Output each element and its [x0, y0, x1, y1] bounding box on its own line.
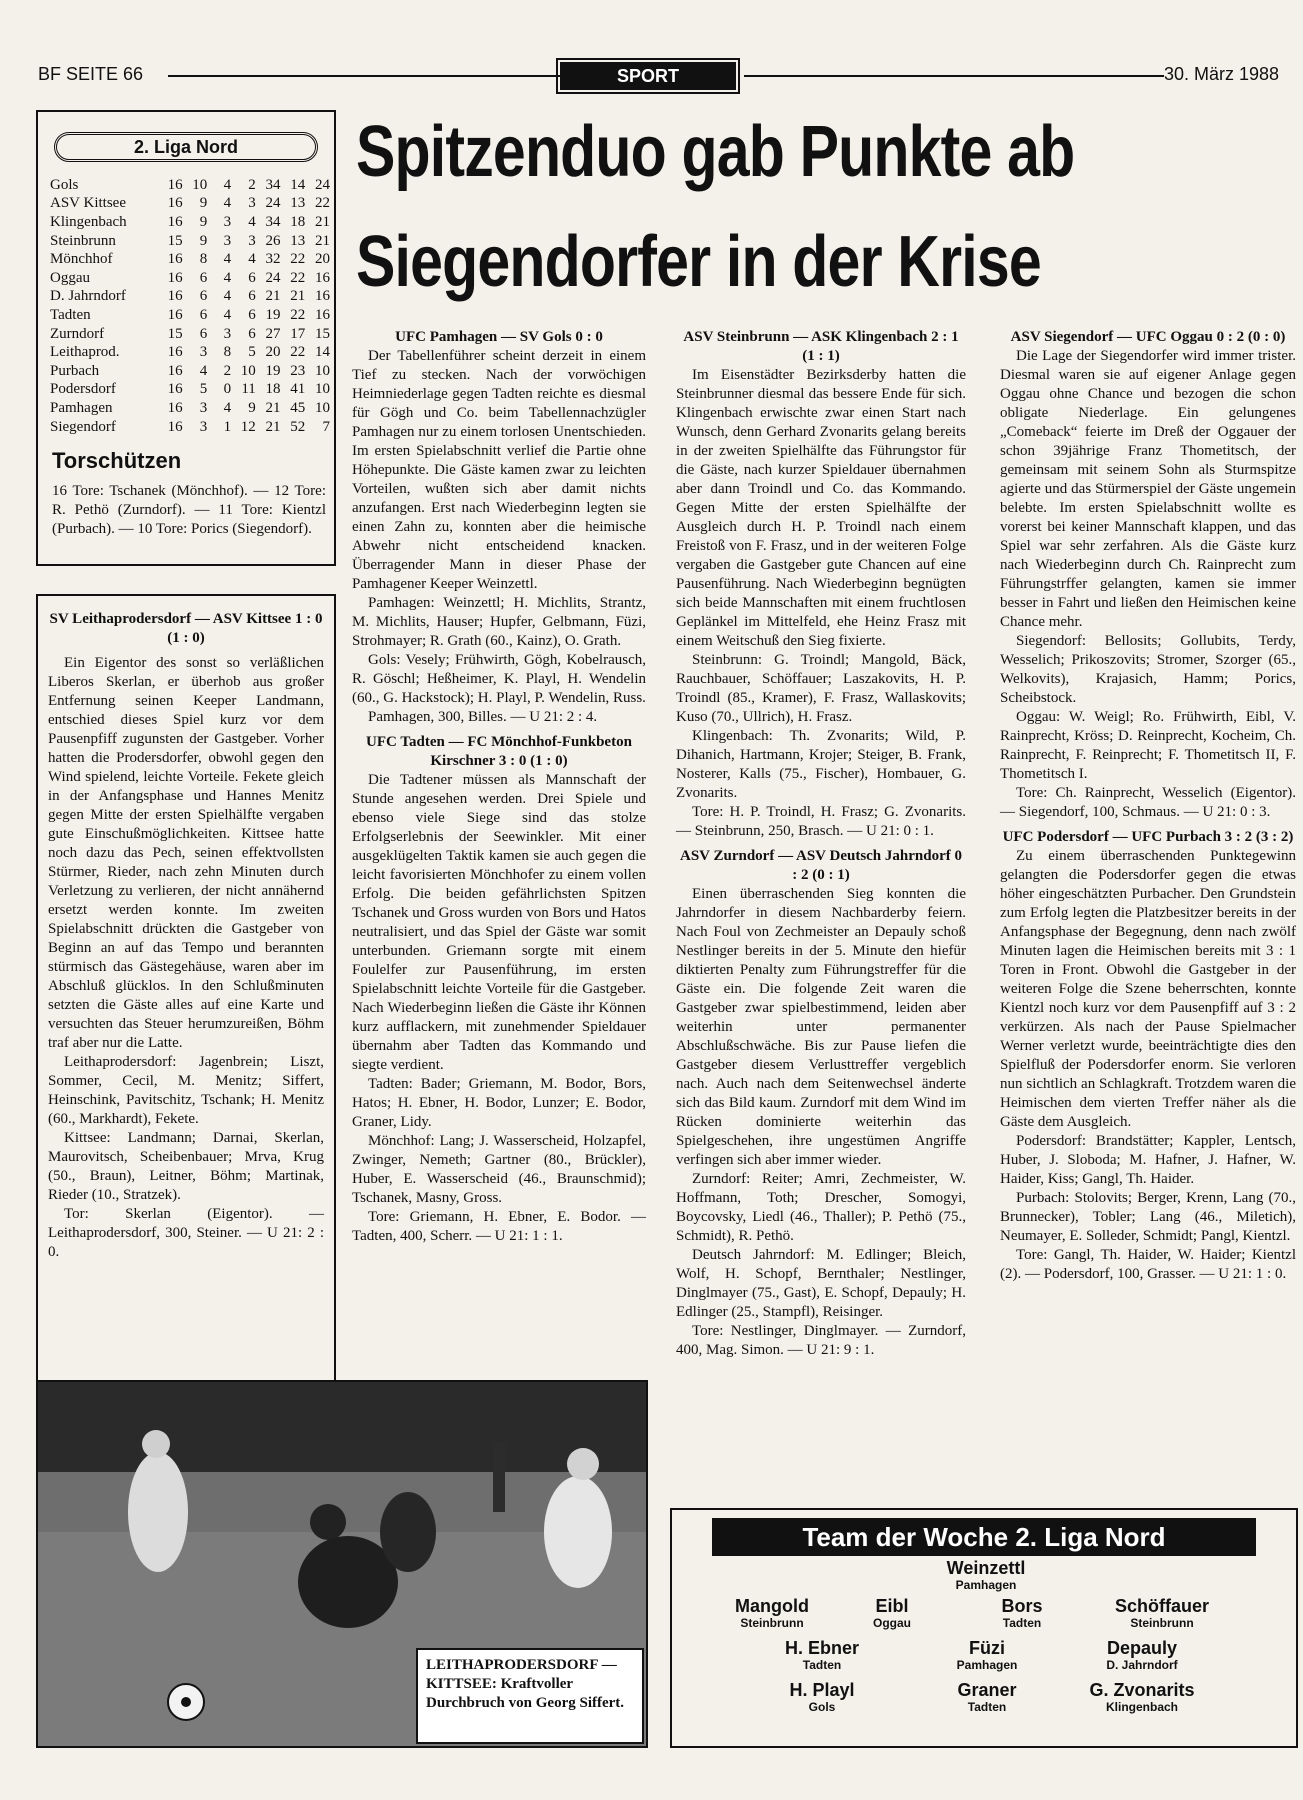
article-title: ASV Siegendorf — UFC Oggau 0 : 2 (0 : 0): [1010, 329, 1286, 345]
standings-cell: 10: [192, 176, 208, 193]
standings-cell: 17: [290, 325, 306, 342]
standings-row: [50, 418, 330, 437]
standings-cell: 6: [248, 269, 256, 286]
header-rule-right: [744, 75, 1164, 77]
standings-cell: 7: [322, 418, 330, 435]
standings-cell: 4: [248, 213, 256, 230]
lineup-away: Klingenbach: Th. Zvonarits; Wild, P. Dihanich, Hartmann, Krojer; Steiger, B. Frank, Nosterer, Kalls (75., Fischer), Hombauer, G. Zvonarits.: [676, 728, 966, 801]
article-title: SV Leithaprodersdorf — ASV Kittsee 1 : 0 (1 : 0): [49, 611, 323, 646]
standings-cell: 6: [199, 269, 208, 286]
lineup-home: Siegendorf: Bellosits; Gollubits, Terdy, Wesselich; Prikoszovits; Stromer, Szorger (65., Welkovits), Krajasich, Hamm; Porics, Scheibstock.: [1000, 633, 1296, 706]
team-player: [897, 1638, 1077, 1672]
standings-cell: 6: [248, 288, 256, 305]
standings-row: [50, 325, 330, 344]
player-club: Pamhagen: [955, 1578, 1017, 1592]
standings-cell: 14: [290, 176, 306, 193]
standings-cell: 12: [240, 418, 256, 435]
standings-cell: 4: [223, 288, 232, 305]
standings-cell: 16: [315, 306, 330, 323]
standings-cell: 21: [265, 399, 281, 416]
standings-cell: 2: [223, 362, 232, 379]
player-name: Bors: [1001, 1596, 1043, 1616]
photo-caption: LEITHAPRODERSDORF — KITTSEE: Kraftvoller Durchbruch von Georg Siffert.: [416, 1648, 644, 1744]
standings-cell: 4: [223, 306, 232, 323]
team-of-the-week-title: Team der Woche 2. Liga Nord: [712, 1518, 1256, 1556]
standings-cell: 3: [223, 232, 232, 249]
standings-cell: 26: [265, 232, 281, 249]
standings-cell: 22: [290, 306, 306, 323]
team-name: Leithaprod.: [50, 344, 120, 361]
team-name: Steinbrunn: [50, 232, 116, 249]
team-name: D. Jahrndorf: [50, 288, 126, 305]
standings-cell: 6: [199, 325, 208, 342]
standings-cell: 27: [265, 325, 281, 342]
team-player: [896, 1558, 1076, 1592]
goals-line: Tore: Griemann, H. Ebner, E. Bodor. — Tadten, 400, Scherr. — U 21: 1 : 1.: [352, 1209, 646, 1244]
standings-row: [50, 381, 330, 400]
standings-row: [50, 213, 330, 232]
article-column-1: [352, 328, 646, 1246]
lineup-away: Kittsee: Landmann; Darnai, Skerlan, Maurovitsch, Scheibenbauer; Mrva, Krug (50., Braun), Leitner, Böhm; Martinak, Rieder (10., Stratzek).: [48, 1130, 324, 1203]
goals-line: Tore: H. P. Troindl, H. Frasz; G. Zvonarits. — Steinbrunn, 250, Brasch. — U 21: 0 : 1.: [676, 804, 966, 839]
scorers-title: Torschützen: [52, 448, 182, 473]
standings-title: 2. Liga Nord: [54, 132, 318, 162]
player-club: Steinbrunn: [1130, 1616, 1194, 1630]
section-label: SPORT: [560, 62, 736, 90]
standings-cell: 5: [248, 344, 256, 361]
player-name: Graner: [957, 1680, 1017, 1700]
player-name: Eibl: [875, 1596, 909, 1616]
standings-cell: 21: [290, 288, 306, 305]
team-player: [732, 1680, 912, 1714]
goals-line: Tor: Skerlan (Eigentor). — Leithaprodersdorf, 300, Steiner. — U 21: 2 : 0.: [48, 1206, 324, 1260]
standings-cell: 16: [167, 418, 183, 435]
standings-cell: 20: [265, 344, 281, 361]
standings-cell: 9: [199, 195, 208, 212]
standings-box: [36, 110, 336, 566]
standings-cell: 24: [265, 195, 281, 212]
standings-cell: 16: [167, 213, 183, 230]
standings-cell: 22: [290, 251, 306, 268]
goals-line: Tore: Nestlinger, Dinglmayer. — Zurndorf, 400, Mag. Simon. — U 21: 9 : 1.: [676, 1323, 966, 1358]
standings-cell: 6: [248, 325, 256, 342]
standings-cell: 0: [223, 381, 232, 398]
standings-cell: 32: [265, 251, 281, 268]
article-title: ASV Zurndorf — ASV Deutsch Jahrndorf 0 : 2 (0 : 1): [680, 848, 962, 883]
standings-cell: 8: [199, 251, 208, 268]
team-name: Mönchhof: [50, 251, 113, 268]
team-name: Klingenbach: [50, 213, 127, 230]
player-name: Mangold: [735, 1596, 809, 1616]
standings-cell: 3: [223, 325, 232, 342]
standings-cell: 6: [199, 288, 208, 305]
issue-date: 30. März 1988: [1164, 64, 1280, 84]
standings-cell: 45: [290, 399, 306, 416]
standings-cell: 3: [199, 399, 208, 416]
standings-cell: 9: [248, 399, 256, 416]
lineup-home: Pamhagen: Weinzettl; H. Michlits, Strantz, M. Michlits, Hauser; Hupfer, Gelbmann, Füzi, Strohmayer; R. Grath (60., Kainz), O. Grath.: [352, 595, 646, 649]
article-column-2: [676, 328, 966, 1360]
standings-cell: 5: [199, 381, 208, 398]
standings-cell: 3: [248, 195, 256, 212]
standings-cell: 16: [167, 344, 183, 361]
lineup-away: Purbach: Stolovits; Berger, Krenn, Lang (70., Brunnecker), Tobler; Lang (46., Miletich), Neumayer, E. Solleder, Schmidt; Pangl, Kientzl.: [1000, 1190, 1296, 1244]
article-body: Die Tadtener müssen als Mannschaft der Stunde angesehen werden. Drei Spiele und ebenso viele Siege sind das stolze Erfolgserlebnis der Seewinkler. Mit einer ausgeklügelten Taktik kamen sie auch gegen die leicht favorisierten Mönchhofer zu einem vollen Erfolg. Die beiden gefährlichsten Spitzen Tschanek und Gross wurden von Bors und Hatos neutralisiert, und das Spiel der Gäste war somit unterbunden. Griemann sorgte mit einem Foulelfer zur Pausenführung, im ersten Spielabschnitt leichte Vorteile für die Gastgeber. Nach Wiederbeginn ließen die Gäste ihr Können kurz aufflackern, mit zunehmender Spieldauer übernahm aber Tadten das Kommando und siegte verdient.: [352, 772, 646, 1073]
standings-cell: 15: [167, 325, 183, 342]
standings-cell: 21: [265, 418, 281, 435]
standings-cell: 16: [167, 306, 183, 323]
standings-cell: 16: [167, 269, 183, 286]
lineup-home: Tadten: Bader; Griemann, M. Bodor, Bors, Hatos; H. Ebner, H. Bodor, Lunzer; E. Bodor, Graner, Lidy.: [352, 1076, 646, 1130]
lineup-away: Gols: Vesely; Frühwirth, Gögh, Kobelrausch, R. Göschl; Heßheimer, K. Playl, H. Wendelin (60., G. Hackstock); H. Playl, P. Wendelin, Russ.: [352, 652, 646, 706]
standings-cell: 13: [290, 232, 306, 249]
goals-line: Tore: Gangl, Th. Haider, W. Haider; Kientzl (2). — Podersdorf, 100, Grasser. — U 21: 1 : 0.: [1000, 1247, 1296, 1282]
player-club: Tadten: [802, 1658, 842, 1672]
standings-cell: 41: [290, 381, 306, 398]
standings-cell: 14: [315, 344, 330, 361]
standings-cell: 20: [315, 251, 330, 268]
standings-cell: 22: [290, 344, 306, 361]
lineup-away: Oggau: W. Weigl; Ro. Frühwirth, Eibl, V. Rainprecht, Kröss; D. Reinprecht, Kocheim, Ch. Rainprecht, F. Reinprecht; F. Thometitsch II, F. Thometitsch I.: [1000, 709, 1296, 782]
lineup-home: Leithaprodersdorf: Jagenbrein; Liszt, Sommer, Cecil, M. Menitz; Siffert, Heinschink, Pavitschitz, Tschank; H. Menitz (60., Markhardt), Fekete.: [48, 1054, 324, 1127]
goals-line: Tore: Ch. Rainprecht, Wesselich (Eigentor). — Siegendorf, 100, Schmaus. — U 21: 0 : 3.: [1000, 785, 1296, 820]
standings-cell: 24: [265, 269, 281, 286]
player-name: G. Zvonarits: [1089, 1680, 1195, 1700]
standings-cell: 6: [199, 306, 208, 323]
standings-row: [50, 343, 330, 362]
standings-cell: 21: [265, 288, 281, 305]
standings-table: [50, 176, 330, 436]
standings-cell: 4: [248, 251, 256, 268]
player-club: D. Jahrndorf: [1106, 1658, 1178, 1672]
team-name: Gols: [50, 176, 79, 193]
standings-cell: 9: [199, 213, 208, 230]
article-title: UFC Podersdorf — UFC Purbach 3 : 2 (3 : 2): [1002, 829, 1294, 845]
player-club: Oggau: [873, 1616, 911, 1630]
standings-row: [50, 306, 330, 325]
article-body: Der Tabellenführer scheint derzeit in einem Tief zu stecken. Nach der vorwöchigen Heimniederlage gegen Tadten reichte es diesmal für Gögh und Co. beim Tabellennachzügler Pamhagen nur zu einem torlosen Unentschieden. Im ersten Spielabschnitt verlief die Partie ohne Höhepunkte. Die Gäste kamen zwar zu leichten Vorteilen, wußten sich aber damit nichts anzufangen. Erst nach Wiederbeginn legten sie einen Zahn zu, konnten aber die heimische Abwehr nicht entscheidend knacken. Überragender Mann in dieser Phase der Pamhagener Keeper Weinzettl.: [352, 348, 646, 592]
standings-cell: 6: [248, 306, 256, 323]
standings-row: [50, 288, 330, 307]
standings-cell: 23: [290, 362, 306, 379]
standings-cell: 19: [265, 362, 281, 379]
lineup-home: Podersdorf: Brandstätter; Kappler, Lentsch, Huber, J. Sloboda; M. Hafner, J. Hafner, W. Haider, Kiss; Gangl, Th. Haider.: [1000, 1133, 1296, 1187]
article-body: Die Lage der Siegendorfer wird immer trister. Diesmal waren sie auf eigener Anlage gegen Oggau ohne Chance und bezogen die schon obligate Niederlage. Ein gelungenes „Comeback“ feierte im Dreß der Oggauer der schon 39jährige Franz Thometitsch, der gemeinsam mit seinem Sohn als Sturmspitze agierte und das Stürmerspiel der Gäste ungemein belebte. Im ersten Spielabschnitt wollte es vorerst bei keiner Mannschaft klappen, und das Spiel war sehr zerfahren. Als die Gäste kurz nach Wiederbeginn durch Ch. Rainprecht zum Führungstrffer gelangten, kamen sie immer besser in Fahrt und ließen den Heimischen keine Chance mehr.: [1000, 348, 1296, 630]
scorers-text: 16 Tore: Tschanek (Mönchhof). — 12 Tore: R. Pethö (Zurndorf). — 11 Tore: Kientzl (Purbach). — 10 Tore: Porics (Siegendorf).: [52, 483, 326, 537]
team-name: Purbach: [50, 362, 100, 379]
standings-cell: 4: [223, 399, 232, 416]
standings-cell: 16: [167, 381, 183, 398]
article-column-3: [1000, 328, 1296, 1284]
standings-cell: 4: [199, 362, 208, 379]
standings-cell: 10: [315, 399, 330, 416]
standings-cell: 16: [167, 362, 183, 379]
article-body: Ein Eigentor des sonst so verläßlichen Liberos Skerlan, er überhob aus großer Entfernung seinen Keeper Landmann, entschied dieses Spiel kurz vor dem Pausenpfiff zugunsten der Gastgeber. Vorher hatten die Prodersdorfer, obwohl gegen den Wind spielend, leichte Vorteile. Fekete gleich in der Anfangsphase und Hannes Menitz gegen Mitte der ersten Spielhälfte vergaben gute Einschußmöglichkeiten. Kittsee hatte noch dazu das Pech, seinen effektvollsten Stürmer, Rieder, nach zehn Minuten durch Verletzung zu verlieren, der nicht annähernd ersetzt werden konnte. Im zweiten Spielabschnitt drückten die Gastgeber von Beginn an auf das Tempo und berannten stürmisch das Gästegehäuse, waren aber im Abschluß glücklos. In den Schlußminuten setzten die Gäste alles auf eine Karte und versuchten das Steuer herumzureißen, Böhm traf aber nur die Latte.: [48, 655, 324, 1051]
player-name: Schöffauer: [1114, 1596, 1210, 1616]
standings-cell: 4: [223, 195, 232, 212]
article-body: Zu einem überraschenden Punktegewinn gelangten die Podersdorfer gegen die etwas höher eingeschätzten Purbacher. Den Grundstein zum Erfolg legten die Platzbesitzer bereits in der Anfangsphase der Begegnung, denn nach zwölf Minuten lagen die Heimischen bereits mit 3 : 1 Toren in Front. Obwohl die Gastgeber in der weiteren Folge die Szene beherrschten, konnte Kientzl noch kurz vor dem Pausenpfiff auf 3 : 2 verkürzen. Als nach der Pause Spielmacher Werner verletzt wurde, beeinträchtigte dies den Spielfluß der Podersdorfer enorm. Sie verloren nun sichtlich an Schlagkraft. Trotzdem waren die Heimischen dem vierten Treffer näher als die Gäste dem Ausgleich.: [1000, 848, 1296, 1130]
team-player: [1052, 1638, 1232, 1672]
headline-line-1: Spitzenduo gab Punkte ab: [356, 112, 1075, 192]
standings-row: [50, 399, 330, 418]
standings-row: [50, 176, 330, 195]
team-name: ASV Kittsee: [50, 195, 126, 212]
standings-cell: 4: [223, 251, 232, 268]
standings-cell: 18: [290, 213, 306, 230]
team-name: Siegendorf: [50, 418, 116, 435]
standings-cell: 21: [315, 232, 330, 249]
team-name: Podersdorf: [50, 381, 116, 398]
article-title: ASV Steinbrunn — ASK Klingenbach 2 : 1 (1 : 1): [683, 329, 959, 364]
team-of-the-week: [670, 1508, 1298, 1748]
team-name: Pamhagen: [50, 399, 113, 416]
player-name: Weinzettl: [946, 1558, 1026, 1578]
standings-cell: 13: [290, 195, 306, 212]
header-rule-left: [168, 75, 560, 77]
player-name: Depauly: [1106, 1638, 1178, 1658]
standings-cell: 16: [315, 269, 330, 286]
standings-cell: 3: [199, 344, 208, 361]
player-club: Tadten: [967, 1700, 1007, 1714]
standings-cell: 15: [315, 325, 330, 342]
standings-row: [50, 232, 330, 251]
standings-cell: 16: [167, 195, 183, 212]
article-title: UFC Tadten — FC Mönchhof-Funkbeton Kirschner 3 : 0 (1 : 0): [366, 734, 632, 769]
standings-cell: 15: [167, 232, 183, 249]
standings-cell: 1: [223, 418, 232, 435]
player-club: Steinbrunn: [740, 1616, 804, 1630]
headline-line-2: Siegendorfer in der Krise: [356, 222, 1041, 302]
standings-cell: 3: [248, 232, 256, 249]
team-name: Tadten: [50, 306, 91, 323]
standings-cell: 34: [265, 213, 281, 230]
lineup-away: Deutsch Jahrndorf: M. Edlinger; Bleich, Wolf, H. Schopf, Bernthaler; Nestlinger, Dinglmayer (75., Gast), E. Schopf, Depauly; H. Edlinger (25., Stampfl), Reisinger.: [676, 1247, 966, 1320]
team-player: [732, 1638, 912, 1672]
player-club: Tadten: [1002, 1616, 1042, 1630]
standings-cell: 3: [223, 213, 232, 230]
standings-cell: 21: [315, 213, 330, 230]
standings-cell: 52: [290, 418, 306, 435]
standings-cell: 16: [167, 399, 183, 416]
player-club: Klingenbach: [1105, 1700, 1178, 1714]
standings-cell: 16: [167, 288, 183, 305]
standings-row: [50, 362, 330, 381]
article-title: UFC Pamhagen — SV Gols 0 : 0: [395, 329, 603, 345]
standings-cell: 16: [167, 176, 183, 193]
player-name: H. Ebner: [784, 1638, 859, 1658]
team-player: [897, 1680, 1077, 1714]
standings-cell: 19: [265, 306, 281, 323]
standings-row: [50, 195, 330, 214]
standings-cell: 11: [241, 381, 256, 398]
team-player: [1052, 1680, 1232, 1714]
standings-cell: 16: [315, 288, 330, 305]
player-name: Füzi: [969, 1638, 1005, 1658]
team-name: Zurndorf: [50, 325, 105, 342]
standings-cell: 34: [265, 176, 281, 193]
lineup-home: Steinbrunn: G. Troindl; Mangold, Bäck, Rauchbauer, Schöffauer; Laszakovits, H. P. Troindl (85., Kramer), F. Frasz, Wallaskovits; Kuso (70., Ullrich), H. Frasz.: [676, 652, 966, 725]
article-leithaprodersdorf-kittsee: [48, 610, 324, 1262]
standings-cell: 22: [315, 195, 330, 212]
standings-cell: 10: [240, 362, 256, 379]
standings-cell: 10: [315, 362, 330, 379]
standings-cell: 4: [223, 176, 232, 193]
lineup-away: Mönchhof: Lang; J. Wasserscheid, Holzapfel, Zwinger, Nemeth; Gartner (80., Brückler), Huber, E. Wasserscheid (46., Braunschmid); Tschanek, Masny, Gross.: [352, 1133, 646, 1206]
result-line: Pamhagen, 300, Billes. — U 21: 2 : 4.: [368, 709, 598, 725]
standings-row: [50, 269, 330, 288]
standings-cell: 10: [315, 381, 330, 398]
standings-row: [50, 250, 330, 269]
lineup-home: Zurndorf: Reiter; Amri, Zechmeister, W. Hoffmann, Toth; Drescher, Somogyi, Boycovsky, Liedl (46., Thaller); P. Pethö (75., Schmidt), R. Pethö.: [676, 1171, 966, 1244]
article-body: Einen überraschenden Sieg konnten die Jahrndorfer in diesem Nachbarderby feiern. Nach Foul von Zechmeister an Depauly schoß Nestlinger bereits in der 5. Minute den hiefür diktierten Penalty zum Führungstreffer für die Gäste ein. Die folgende Zeit waren die Gastgeber zwar spielbestimmend, leiden aber weiterhin unter permanenter Abschlußschwäche. Bis zur Pause liefen die Gastgeber diesem Verlusttreffer vergeblich nach. Auch nach dem Seitenwechsel änderte sich das Bild kaum. Zurndorf mit dem Wind im Rücken dominierte weiterhin das Spielgeschehen, ihre ungestümen Angriffe verfingen sich aber immer wieder.: [676, 886, 966, 1168]
standings-cell: 18: [265, 381, 281, 398]
team-player: [1072, 1596, 1252, 1630]
standings-cell: 8: [223, 344, 232, 361]
article-body: Im Eisenstädter Bezirksderby hatten die Steinbrunner diesmal das bessere Ende für sich. Klingenbach erwischte zwar einen Start nach Wunsch, denn Gerhard Zvonarits gelang bereits in der zweiten Spielhälfte das Führungstor für die Gäste, nach kurzer Spieldauer übernahmen aber dann Troindl und Co. das Kommando. Gegen Mitte der ersten Spielhälfte der Ausgleich durch H. P. Troindl nach einem Freistoß von F. Frasz, und in der weiteren Folge vergaben die Gastgeber gute Chancen auf eine Pausenführung. Nach Wiederbeginn begnügten sich beide Mannschaften mit einem fruchtlosen Geplänkel im Mittelfeld, ehe Heinz Frasz mit einem Weitschuß den Sieg fixierte.: [676, 367, 966, 649]
standings-cell: 2: [248, 176, 256, 193]
standings-cell: 4: [223, 269, 232, 286]
standings-cell: 16: [167, 251, 183, 268]
page-label: BF SEITE 66: [38, 64, 144, 84]
standings-cell: 3: [199, 418, 208, 435]
player-club: Gols: [808, 1700, 836, 1714]
team-name: Oggau: [50, 269, 90, 286]
player-club: Pamhagen: [956, 1658, 1018, 1672]
standings-cell: 22: [290, 269, 306, 286]
standings-cell: 24: [315, 176, 330, 193]
player-name: H. Playl: [789, 1680, 855, 1700]
standings-cell: 9: [199, 232, 208, 249]
